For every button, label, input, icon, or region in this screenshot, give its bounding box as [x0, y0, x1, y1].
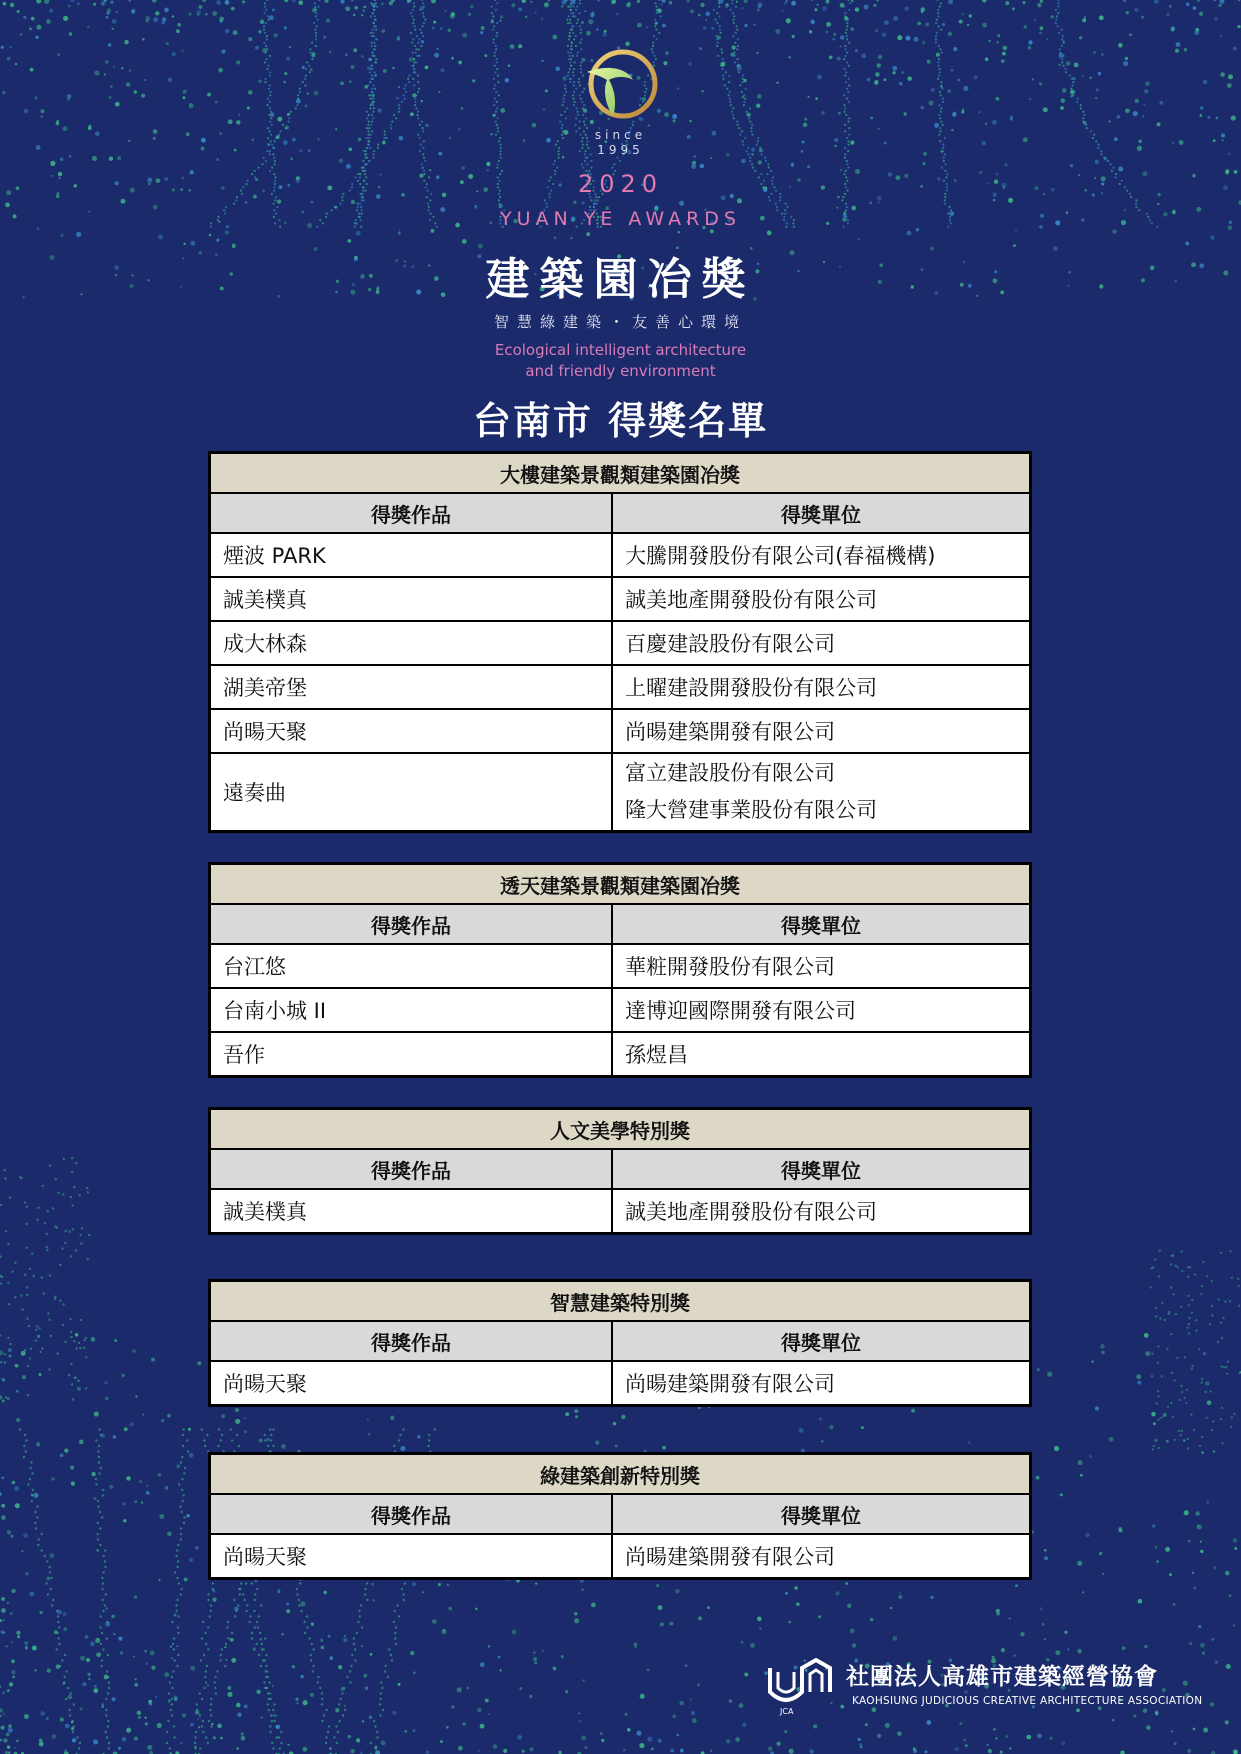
association-name-zh: 社團法人高雄市建築經營協會 — [846, 1664, 1158, 1690]
award-work: 尚暘天聚 — [210, 709, 613, 753]
organization-name: 尚暘建築開發有限公司 — [625, 720, 836, 744]
column-header-work: 得獎作品 — [210, 1321, 613, 1361]
organization-name: 百慶建設股份有限公司 — [625, 632, 836, 656]
column-header-work: 得獎作品 — [210, 904, 613, 944]
slogan-en-line2: and friendly environment — [525, 362, 716, 380]
award-name-zh: 建築園冶獎 — [485, 254, 756, 305]
award-organization — [612, 753, 1030, 832]
award-organization — [612, 709, 1030, 753]
award-work: 吾作 — [210, 1032, 613, 1077]
organization-name: 華粧開發股份有限公司 — [625, 955, 836, 979]
category-title: 人文美學特別獎 — [210, 1109, 1031, 1150]
table-row — [210, 665, 1031, 709]
award-organization — [612, 1534, 1030, 1579]
table-row — [210, 709, 1031, 753]
table-row — [210, 988, 1031, 1032]
table-row — [210, 753, 1031, 832]
award-name-en: YUAN YE AWARDS — [499, 208, 741, 230]
category-title: 大樓建築景觀類建築園冶獎 — [210, 453, 1031, 494]
slogan-zh: 智慧綠建築・友善心環境 — [493, 313, 747, 331]
award-organization — [612, 621, 1030, 665]
table-row — [210, 621, 1031, 665]
organization-name: 隆大營建事業股份有限公司 — [625, 798, 878, 822]
award-work: 尚暘天聚 — [210, 1534, 613, 1579]
table-row — [210, 1361, 1031, 1406]
award-table-tower-landscape — [208, 451, 1032, 833]
table-row — [210, 944, 1031, 988]
svg-text:JCA: JCA — [780, 1707, 794, 1716]
column-header-org: 得獎單位 — [612, 1321, 1030, 1361]
category-title: 透天建築景觀類建築園冶獎 — [210, 864, 1031, 905]
category-title: 智慧建築特別獎 — [210, 1281, 1031, 1322]
organization-name: 誠美地產開發股份有限公司 — [625, 588, 878, 612]
table-row — [210, 1032, 1031, 1077]
award-organization — [612, 1189, 1030, 1234]
award-organization — [612, 944, 1030, 988]
award-table-humanities-aesthetics — [208, 1107, 1032, 1235]
award-work: 誠美樸真 — [210, 1189, 613, 1234]
organization-name: 尚暘建築開發有限公司 — [625, 1545, 836, 1569]
award-organization — [612, 1361, 1030, 1406]
award-table-townhouse-landscape — [208, 862, 1032, 1078]
organization-name: 達博迎國際開發有限公司 — [625, 999, 857, 1023]
column-header-org: 得獎單位 — [612, 1494, 1030, 1534]
category-title: 綠建築創新特別獎 — [210, 1454, 1031, 1495]
award-table-smart-building — [208, 1279, 1032, 1407]
award-work: 誠美樸真 — [210, 577, 613, 621]
column-header-org: 得獎單位 — [612, 493, 1030, 533]
award-work: 煙波 PARK — [210, 533, 613, 577]
award-organization — [612, 533, 1030, 577]
column-header-work: 得獎作品 — [210, 493, 613, 533]
award-work: 遠奏曲 — [210, 753, 613, 832]
award-work: 成大林森 — [210, 621, 613, 665]
yuan-ye-leaf-logo — [567, 46, 675, 126]
column-header-work: 得獎作品 — [210, 1494, 613, 1534]
award-organization — [612, 988, 1030, 1032]
organization-name: 富立建設股份有限公司 — [625, 761, 836, 785]
organization-name: 尚暘建築開發有限公司 — [625, 1372, 836, 1396]
association-logo — [766, 1658, 836, 1716]
since-label: since 1995 — [594, 128, 647, 157]
column-header-work: 得獎作品 — [210, 1149, 613, 1189]
award-work: 尚暘天聚 — [210, 1361, 613, 1406]
column-header-org: 得獎單位 — [612, 1149, 1030, 1189]
list-title: 台南市 得獎名單 — [472, 399, 769, 443]
organization-name: 誠美地產開發股份有限公司 — [625, 1200, 878, 1224]
table-row — [210, 577, 1031, 621]
table-row — [210, 533, 1031, 577]
association-name-en: KAOHSIUNG JUDICIOUS CREATIVE ARCHITECTURE ASSOCIATION — [852, 1695, 1203, 1707]
award-work: 台江悠 — [210, 944, 613, 988]
award-work: 湖美帝堡 — [210, 665, 613, 709]
award-organization — [612, 1032, 1030, 1077]
table-row — [210, 1189, 1031, 1234]
organization-name: 大騰開發股份有限公司(春福機構) — [625, 544, 936, 568]
award-organization — [612, 577, 1030, 621]
award-work: 台南小城 II — [210, 988, 613, 1032]
award-year: 2020 — [577, 170, 664, 198]
award-organization — [612, 665, 1030, 709]
slogan-en-line1: Ecological intelligent architecture — [494, 341, 747, 359]
table-row — [210, 1534, 1031, 1579]
organization-name: 上曜建設開發股份有限公司 — [625, 676, 878, 700]
column-header-org: 得獎單位 — [612, 904, 1030, 944]
award-table-green-innovation — [208, 1452, 1032, 1580]
association-footer — [766, 1658, 1206, 1718]
organization-name: 孫煜昌 — [625, 1043, 689, 1067]
